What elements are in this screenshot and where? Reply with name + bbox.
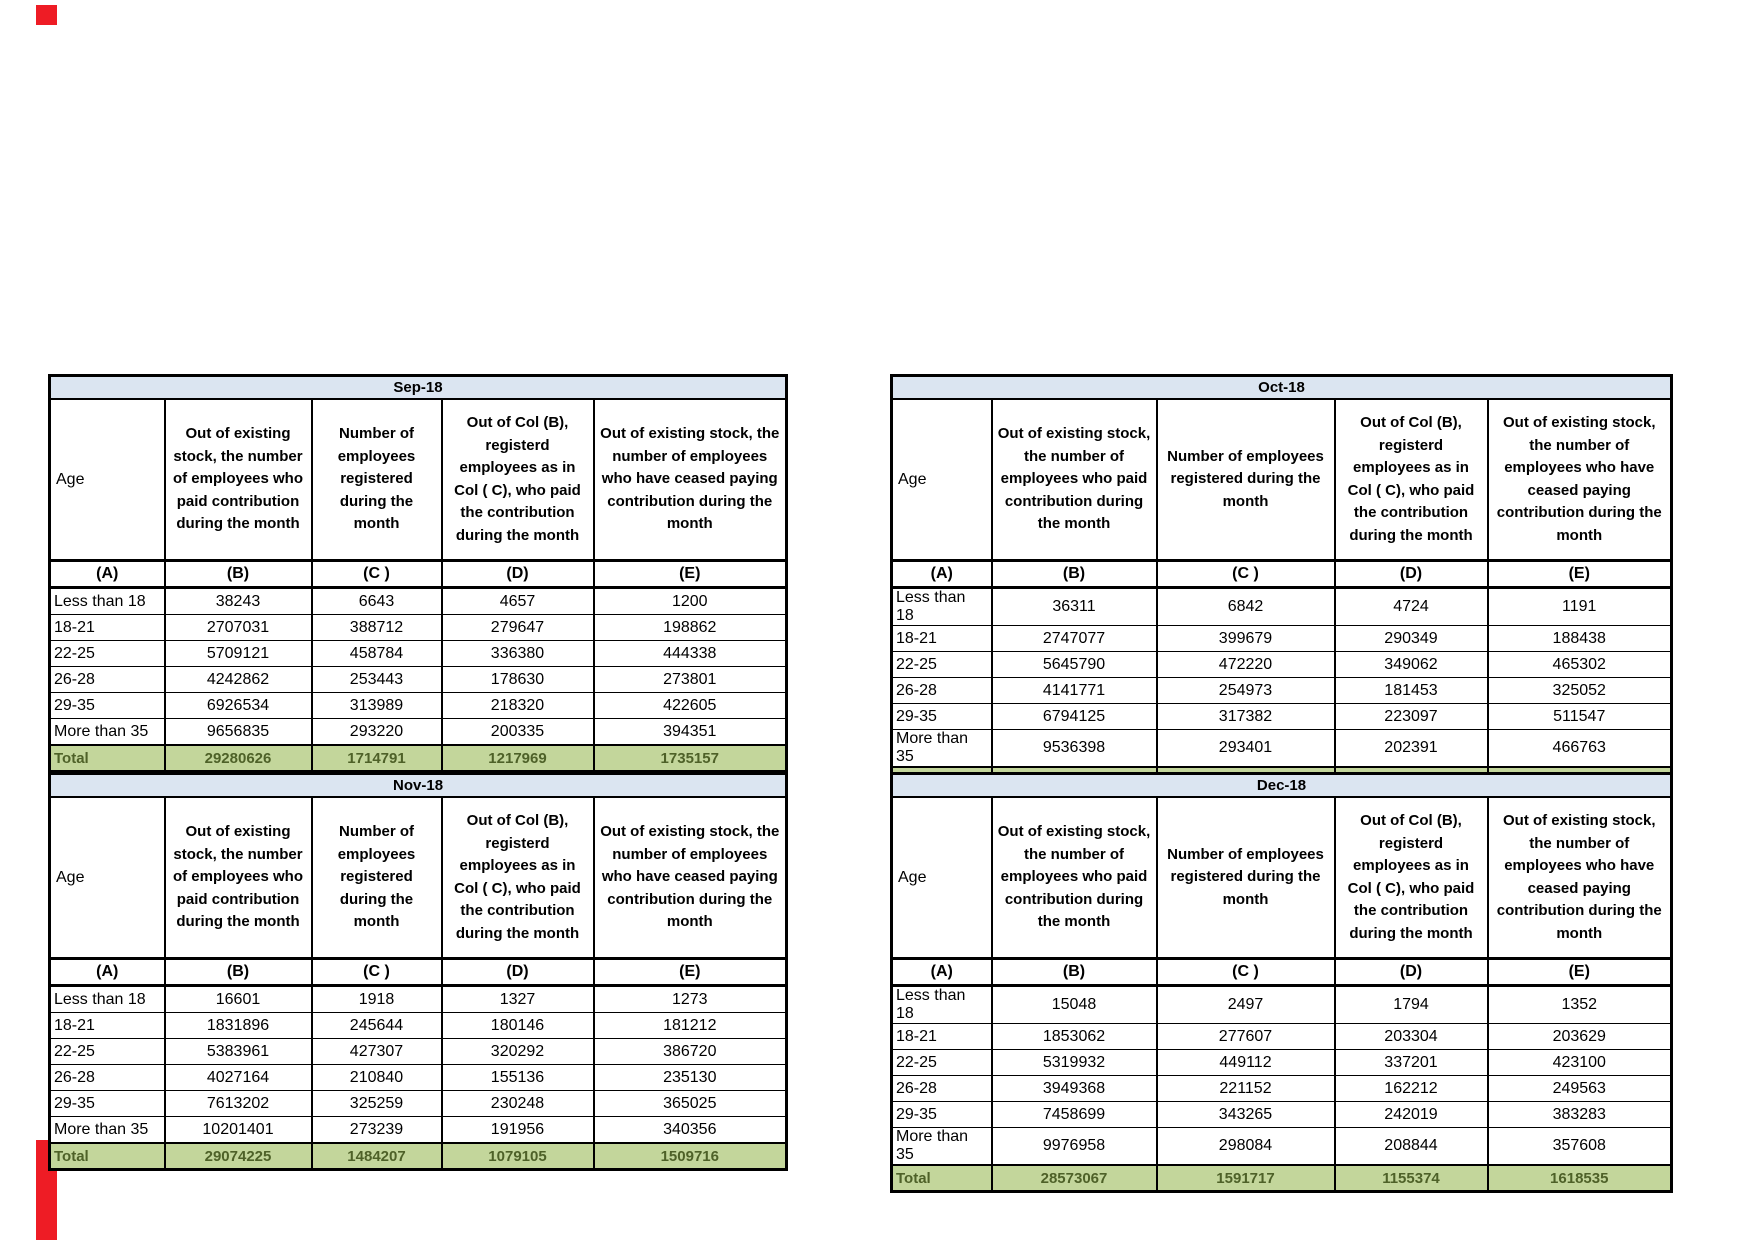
header-col-c: Number of employees registered during the month <box>312 399 442 561</box>
col-letter-e: (E) <box>1488 959 1672 986</box>
data-cell: 325259 <box>312 1091 442 1117</box>
header-age: Age <box>50 797 165 959</box>
data-cell: 357608 <box>1488 1128 1672 1166</box>
month-title: Oct-18 <box>892 376 1672 400</box>
table-row <box>892 1102 1672 1128</box>
data-cell: 242019 <box>1335 1102 1488 1128</box>
data-cell: 203304 <box>1335 1024 1488 1050</box>
data-cell: 4724 <box>1335 588 1488 626</box>
data-cell: 6643 <box>312 588 442 615</box>
col-letter-e: (E) <box>594 959 787 986</box>
row-label: 29-35 <box>50 1091 165 1117</box>
table-row <box>892 1050 1672 1076</box>
data-cell: 4242862 <box>165 667 312 693</box>
row-label: Less than 18 <box>50 588 165 615</box>
row-label: 22-25 <box>892 1050 992 1076</box>
col-letter-e: (E) <box>1488 561 1672 588</box>
month-title: Nov-18 <box>50 774 787 798</box>
row-label: Less than 18 <box>50 986 165 1013</box>
data-cell: 5319932 <box>992 1050 1157 1076</box>
header-col-b: Out of existing stock, the number of employees who paid contribution during the month <box>165 797 312 959</box>
data-cell: 5383961 <box>165 1039 312 1065</box>
row-label: 29-35 <box>892 704 992 730</box>
header-col-c: Number of employees registered during the month <box>312 797 442 959</box>
data-cell: 2747077 <box>992 626 1157 652</box>
data-cell: 2707031 <box>165 615 312 641</box>
header-col-d: Out of Col (B), registerd employees as in Col ( C), who paid the contribution during the month <box>442 399 594 561</box>
data-cell: 1273 <box>594 986 787 1013</box>
data-cell: 198862 <box>594 615 787 641</box>
table-sep-18 <box>48 374 788 773</box>
data-cell: 1918 <box>312 986 442 1013</box>
table-row <box>892 588 1672 626</box>
data-cell: 7613202 <box>165 1091 312 1117</box>
table-row <box>50 1013 787 1039</box>
header-age: Age <box>50 399 165 561</box>
data-cell: 5709121 <box>165 641 312 667</box>
data-cell: 458784 <box>312 641 442 667</box>
header-col-b: Out of existing stock, the number of employees who paid contribution during the month <box>165 399 312 561</box>
total-label: Total <box>892 1165 992 1192</box>
header-col-e: Out of existing stock, the number of employees who have ceased paying contribution during the month <box>1488 399 1672 561</box>
data-cell: 4027164 <box>165 1065 312 1091</box>
table-row <box>892 1128 1672 1166</box>
data-cell: 1191 <box>1488 588 1672 626</box>
data-cell: 466763 <box>1488 730 1672 768</box>
col-letter-d: (D) <box>442 959 594 986</box>
row-label: Less than 18 <box>892 986 992 1024</box>
data-cell: 320292 <box>442 1039 594 1065</box>
total-cell: 1155374 <box>1335 1165 1488 1192</box>
data-cell: 36311 <box>992 588 1157 626</box>
data-cell: 223097 <box>1335 704 1488 730</box>
data-cell: 383283 <box>1488 1102 1672 1128</box>
data-cell: 38243 <box>165 588 312 615</box>
data-cell: 1853062 <box>992 1024 1157 1050</box>
row-label: 18-21 <box>892 1024 992 1050</box>
row-label: 22-25 <box>50 641 165 667</box>
header-col-c: Number of employees registered during the month <box>1157 797 1335 959</box>
row-label: More than 35 <box>50 719 165 746</box>
data-cell: 365025 <box>594 1091 787 1117</box>
col-letter-c: (C ) <box>1157 959 1335 986</box>
row-label: More than 35 <box>50 1117 165 1144</box>
row-label: 26-28 <box>892 678 992 704</box>
data-cell: 325052 <box>1488 678 1672 704</box>
row-label: 29-35 <box>50 693 165 719</box>
data-cell: 245644 <box>312 1013 442 1039</box>
data-cell: 221152 <box>1157 1076 1335 1102</box>
data-cell: 200335 <box>442 719 594 746</box>
total-cell: 29280626 <box>165 745 312 772</box>
row-label: 22-25 <box>892 652 992 678</box>
col-letter-b: (B) <box>165 959 312 986</box>
data-cell: 422605 <box>594 693 787 719</box>
data-cell: 511547 <box>1488 704 1672 730</box>
table-row <box>50 693 787 719</box>
row-label: 26-28 <box>50 1065 165 1091</box>
col-letter-d: (D) <box>442 561 594 588</box>
table-row <box>50 1065 787 1091</box>
data-cell: 208844 <box>1335 1128 1488 1166</box>
col-letter-c: (C ) <box>1157 561 1335 588</box>
header-age: Age <box>892 797 992 959</box>
data-cell: 181453 <box>1335 678 1488 704</box>
table-row <box>892 730 1672 768</box>
data-cell: 4141771 <box>992 678 1157 704</box>
total-cell: 1591717 <box>1157 1165 1335 1192</box>
data-cell: 6794125 <box>992 704 1157 730</box>
data-cell: 15048 <box>992 986 1157 1024</box>
data-cell: 9656835 <box>165 719 312 746</box>
total-cell: 1217969 <box>442 745 594 772</box>
data-cell: 394351 <box>594 719 787 746</box>
row-label: 18-21 <box>50 1013 165 1039</box>
table-row <box>50 986 787 1013</box>
col-letter-d: (D) <box>1335 959 1488 986</box>
data-cell: 317382 <box>1157 704 1335 730</box>
col-letter-c: (C ) <box>312 561 442 588</box>
header-col-c: Number of employees registered during the month <box>1157 399 1335 561</box>
data-cell: 273239 <box>312 1117 442 1144</box>
row-label: 18-21 <box>892 626 992 652</box>
table-oct-18 <box>890 374 1673 795</box>
total-row <box>50 745 787 772</box>
row-label: More than 35 <box>892 1128 992 1166</box>
row-label: 22-25 <box>50 1039 165 1065</box>
data-cell: 202391 <box>1335 730 1488 768</box>
header-col-b: Out of existing stock, the number of employees who paid contribution during the month <box>992 399 1157 561</box>
total-cell: 1079105 <box>442 1143 594 1170</box>
table-row <box>50 1091 787 1117</box>
data-cell: 1352 <box>1488 986 1672 1024</box>
data-cell: 337201 <box>1335 1050 1488 1076</box>
total-label: Total <box>50 745 165 772</box>
data-cell: 293401 <box>1157 730 1335 768</box>
data-cell: 336380 <box>442 641 594 667</box>
data-cell: 188438 <box>1488 626 1672 652</box>
data-cell: 1794 <box>1335 986 1488 1024</box>
data-cell: 4657 <box>442 588 594 615</box>
table-row <box>892 1024 1672 1050</box>
data-cell: 155136 <box>442 1065 594 1091</box>
total-cell: 28573067 <box>992 1165 1157 1192</box>
data-cell: 254973 <box>1157 678 1335 704</box>
data-cell: 5645790 <box>992 652 1157 678</box>
col-letter-a: (A) <box>892 959 992 986</box>
table-row <box>892 678 1672 704</box>
data-cell: 290349 <box>1335 626 1488 652</box>
data-cell: 181212 <box>594 1013 787 1039</box>
col-letter-a: (A) <box>50 561 165 588</box>
data-cell: 313989 <box>312 693 442 719</box>
header-col-d: Out of Col (B), registerd employees as in Col ( C), who paid the contribution during the month <box>1335 797 1488 959</box>
data-cell: 230248 <box>442 1091 594 1117</box>
total-cell: 1509716 <box>594 1143 787 1170</box>
row-label: Less than 18 <box>892 588 992 626</box>
header-col-e: Out of existing stock, the number of employees who have ceased paying contribution during the month <box>1488 797 1672 959</box>
data-cell: 273801 <box>594 667 787 693</box>
col-letter-c: (C ) <box>312 959 442 986</box>
table-row <box>50 1117 787 1144</box>
data-cell: 9536398 <box>992 730 1157 768</box>
data-cell: 349062 <box>1335 652 1488 678</box>
data-cell: 386720 <box>594 1039 787 1065</box>
data-cell: 298084 <box>1157 1128 1335 1166</box>
data-cell: 203629 <box>1488 1024 1672 1050</box>
data-cell: 218320 <box>442 693 594 719</box>
data-cell: 277607 <box>1157 1024 1335 1050</box>
total-cell: 1618535 <box>1488 1165 1672 1192</box>
data-cell: 279647 <box>442 615 594 641</box>
table-row <box>892 704 1672 730</box>
table-row <box>50 615 787 641</box>
data-cell: 7458699 <box>992 1102 1157 1128</box>
data-cell: 444338 <box>594 641 787 667</box>
month-title: Sep-18 <box>50 376 787 400</box>
row-label: 29-35 <box>892 1102 992 1128</box>
data-cell: 253443 <box>312 667 442 693</box>
data-cell: 178630 <box>442 667 594 693</box>
row-label: 26-28 <box>50 667 165 693</box>
data-cell: 388712 <box>312 615 442 641</box>
data-cell: 191956 <box>442 1117 594 1144</box>
data-cell: 2497 <box>1157 986 1335 1024</box>
data-cell: 449112 <box>1157 1050 1335 1076</box>
data-cell: 249563 <box>1488 1076 1672 1102</box>
data-cell: 1327 <box>442 986 594 1013</box>
data-cell: 340356 <box>594 1117 787 1144</box>
header-col-e: Out of existing stock, the number of employees who have ceased paying contribution during the month <box>594 797 787 959</box>
data-cell: 162212 <box>1335 1076 1488 1102</box>
table-dec-18 <box>890 772 1673 1193</box>
data-cell: 180146 <box>442 1013 594 1039</box>
table-row <box>50 719 787 746</box>
col-letter-b: (B) <box>992 561 1157 588</box>
header-age: Age <box>892 399 992 561</box>
data-cell: 472220 <box>1157 652 1335 678</box>
data-cell: 10201401 <box>165 1117 312 1144</box>
data-cell: 399679 <box>1157 626 1335 652</box>
table-nov-18 <box>48 772 788 1171</box>
header-col-b: Out of existing stock, the number of employees who paid contribution during the month <box>992 797 1157 959</box>
table-row <box>892 986 1672 1024</box>
table-row <box>50 667 787 693</box>
total-row <box>50 1143 787 1170</box>
table-row <box>50 641 787 667</box>
total-cell: 29074225 <box>165 1143 312 1170</box>
total-label: Total <box>50 1143 165 1170</box>
header-col-d: Out of Col (B), registerd employees as in Col ( C), who paid the contribution during the month <box>1335 399 1488 561</box>
data-cell: 465302 <box>1488 652 1672 678</box>
table-row <box>50 1039 787 1065</box>
col-letter-a: (A) <box>892 561 992 588</box>
table-row <box>892 652 1672 678</box>
data-cell: 9976958 <box>992 1128 1157 1166</box>
month-title: Dec-18 <box>892 774 1672 798</box>
total-row <box>892 1165 1672 1192</box>
table-row <box>892 1076 1672 1102</box>
data-cell: 427307 <box>312 1039 442 1065</box>
total-cell: 1735157 <box>594 745 787 772</box>
row-label: 26-28 <box>892 1076 992 1102</box>
data-cell: 16601 <box>165 986 312 1013</box>
total-cell: 1714791 <box>312 745 442 772</box>
col-letter-e: (E) <box>594 561 787 588</box>
header-col-e: Out of existing stock, the number of employees who have ceased paying contribution during the month <box>594 399 787 561</box>
table-row <box>50 588 787 615</box>
data-cell: 235130 <box>594 1065 787 1091</box>
total-cell: 1484207 <box>312 1143 442 1170</box>
data-cell: 210840 <box>312 1065 442 1091</box>
row-label: More than 35 <box>892 730 992 768</box>
data-cell: 1831896 <box>165 1013 312 1039</box>
table-row <box>892 626 1672 652</box>
header-col-d: Out of Col (B), registerd employees as in Col ( C), who paid the contribution during the month <box>442 797 594 959</box>
col-letter-b: (B) <box>165 561 312 588</box>
data-cell: 293220 <box>312 719 442 746</box>
data-cell: 423100 <box>1488 1050 1672 1076</box>
data-cell: 1200 <box>594 588 787 615</box>
data-cell: 6926534 <box>165 693 312 719</box>
data-cell: 6842 <box>1157 588 1335 626</box>
data-cell: 3949368 <box>992 1076 1157 1102</box>
col-letter-b: (B) <box>992 959 1157 986</box>
red-marker-top <box>36 5 57 25</box>
row-label: 18-21 <box>50 615 165 641</box>
col-letter-a: (A) <box>50 959 165 986</box>
data-cell: 343265 <box>1157 1102 1335 1128</box>
col-letter-d: (D) <box>1335 561 1488 588</box>
